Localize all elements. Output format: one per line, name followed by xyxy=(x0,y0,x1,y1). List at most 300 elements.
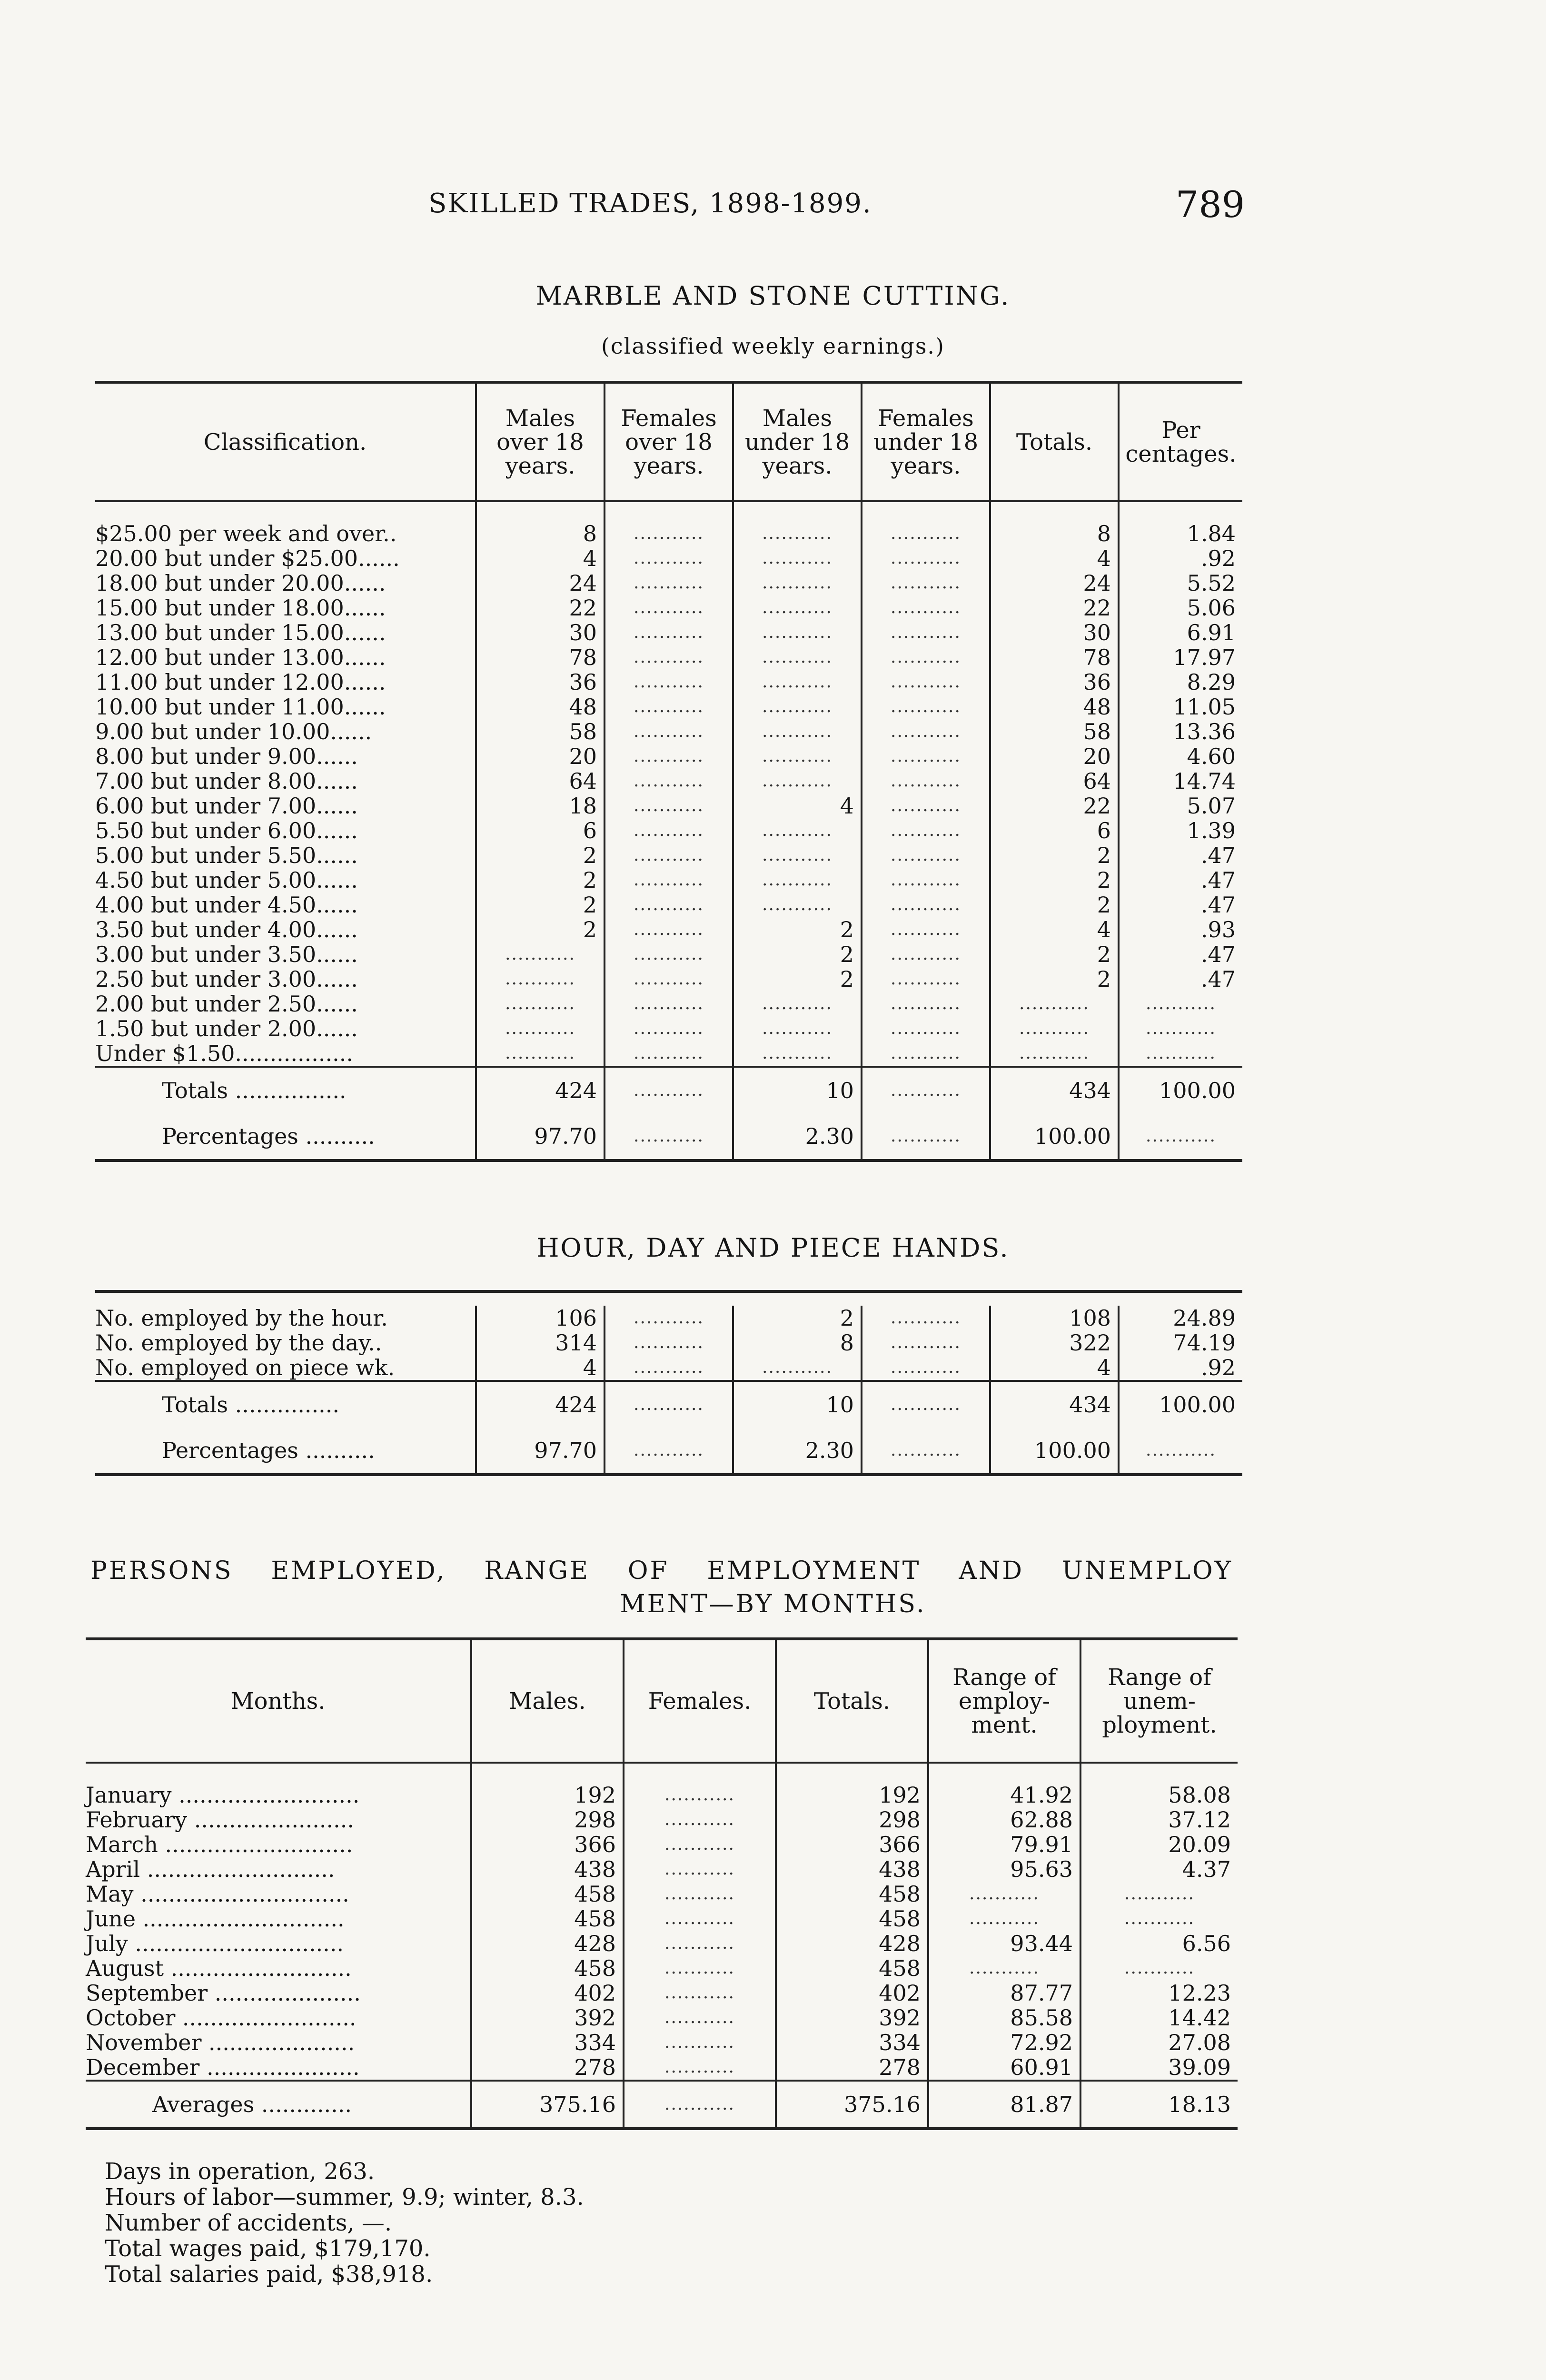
cell-value: 36 xyxy=(990,670,1119,694)
cell-value: ........... xyxy=(862,1041,990,1067)
cell-value: 4 xyxy=(476,546,605,571)
cell-value: 8 xyxy=(476,521,605,546)
row-label: 12.00 but under 13.00...... xyxy=(95,645,386,670)
cell-value: 458 xyxy=(471,1882,624,1906)
row-label: October ......................... xyxy=(86,2005,357,2031)
earnings-row xyxy=(95,1016,1242,1041)
section3-title-line2: MENT—BY MONTHS. xyxy=(620,1590,926,1618)
cell-value: ........... xyxy=(624,1906,776,1931)
row-label: March ........................... xyxy=(86,1832,353,1857)
cell-value: 1.39 xyxy=(1119,818,1242,843)
cell-value: ........... xyxy=(624,2055,776,2081)
cell-value: 8 xyxy=(733,1330,862,1355)
cell-value: ........... xyxy=(605,571,733,595)
cell-value: ........... xyxy=(605,967,733,992)
cell-value: ........... xyxy=(605,645,733,670)
cell-value: 392 xyxy=(776,2005,928,2030)
cell-value: 78 xyxy=(990,645,1119,670)
cell-value: .92 xyxy=(1119,1355,1242,1381)
row-label: No. employed on piece wk. xyxy=(95,1355,395,1380)
cell-value: ........... xyxy=(862,1428,990,1475)
cell-value: 22 xyxy=(476,595,605,620)
cell-value: 428 xyxy=(776,1931,928,1956)
cell-value: 2 xyxy=(990,843,1119,868)
cell-value: 20 xyxy=(476,744,605,769)
cell-value: ........... xyxy=(605,942,733,967)
cell-value: ........... xyxy=(862,769,990,793)
cell-value: ........... xyxy=(862,571,990,595)
row-label: 4.50 but under 5.00...... xyxy=(95,867,358,893)
month-row xyxy=(86,1906,1238,1931)
column-header: Range of employ-ment. xyxy=(928,1639,1080,1763)
cell-value: 64 xyxy=(990,769,1119,793)
earnings-row xyxy=(95,992,1242,1016)
column-header: Males. xyxy=(471,1639,624,1763)
cell-value: 298 xyxy=(471,1807,624,1832)
earnings-row xyxy=(95,670,1242,694)
cell-value: 438 xyxy=(471,1857,624,1882)
cell-value: ........... xyxy=(624,2081,776,2129)
earnings-row xyxy=(95,571,1242,595)
earnings-row xyxy=(95,769,1242,793)
cell-value: 20 xyxy=(990,744,1119,769)
cell-value: 48 xyxy=(476,694,605,719)
cell-value: 278 xyxy=(776,2055,928,2081)
column-header: Months. xyxy=(230,1687,326,1715)
cell-value: 2 xyxy=(733,942,862,967)
row-label: 11.00 but under 12.00...... xyxy=(95,669,386,695)
cell-value: 4 xyxy=(733,793,862,818)
row-label: 13.00 but under 15.00...... xyxy=(95,620,386,645)
cell-value: 334 xyxy=(776,2030,928,2055)
days-in-operation: Days in operation, 263. xyxy=(105,2158,375,2185)
page-number: 789 xyxy=(1176,183,1245,226)
row-label: 5.50 but under 6.00...... xyxy=(95,818,358,843)
earnings-row xyxy=(95,546,1242,571)
cell-value: ........... xyxy=(605,992,733,1016)
cell-value: 6.56 xyxy=(1080,1931,1238,1956)
cell-value: 30 xyxy=(476,620,605,645)
cell-value: 4 xyxy=(990,1355,1119,1381)
cell-value: 4.37 xyxy=(1080,1857,1238,1882)
cell-value: 458 xyxy=(471,1956,624,1981)
cell-value: .47 xyxy=(1119,868,1242,892)
cell-value: ........... xyxy=(990,1041,1119,1067)
cell-value: 106 xyxy=(476,1306,605,1330)
cell-value: 458 xyxy=(776,1956,928,1981)
earnings-row xyxy=(95,942,1242,967)
cell-value: 78 xyxy=(476,645,605,670)
earnings-row xyxy=(95,595,1242,620)
months-header-row xyxy=(86,1639,1238,1763)
cell-value: 2 xyxy=(990,942,1119,967)
column-header: Per centages. xyxy=(1119,382,1242,501)
cell-value: 6.91 xyxy=(1119,620,1242,645)
row-label: November ..................... xyxy=(86,2030,355,2055)
earnings-row xyxy=(95,645,1242,670)
cell-value: ........... xyxy=(862,917,990,942)
cell-value: ........... xyxy=(624,2030,776,2055)
cell-value: ........... xyxy=(476,992,605,1016)
cell-value: ........... xyxy=(733,571,862,595)
column-header: Females over 18 years. xyxy=(605,382,733,501)
cell-value: 402 xyxy=(776,1981,928,2005)
number-of-accidents: Number of accidents, —. xyxy=(105,2210,392,2236)
month-row xyxy=(86,1857,1238,1882)
cell-value: ........... xyxy=(605,1016,733,1041)
column-header: Males over 18 years. xyxy=(476,382,605,501)
cell-value: ........... xyxy=(862,818,990,843)
cell-value: ........... xyxy=(733,843,862,868)
cell-value: 5.52 xyxy=(1119,571,1242,595)
cell-value: ........... xyxy=(605,1067,733,1113)
cell-value: 375.16 xyxy=(471,2081,624,2129)
cell-value: ........... xyxy=(733,1355,862,1381)
cell-value: .47 xyxy=(1119,892,1242,917)
row-label: Percentages .......... xyxy=(162,1123,375,1149)
row-label: No. employed by the hour. xyxy=(95,1305,388,1331)
cell-value: ........... xyxy=(1119,1041,1242,1067)
cell-value: 20.09 xyxy=(1080,1832,1238,1857)
cell-value: 2 xyxy=(990,967,1119,992)
cell-value: ........... xyxy=(605,694,733,719)
earnings-row xyxy=(95,744,1242,769)
month-row xyxy=(86,1931,1238,1956)
total-salaries: Total salaries paid, $38,918. xyxy=(105,2261,433,2288)
earnings-row xyxy=(95,843,1242,868)
cell-value: .92 xyxy=(1119,546,1242,571)
cell-value: 24 xyxy=(476,571,605,595)
cell-value: ........... xyxy=(1119,1113,1242,1160)
cell-value: ........... xyxy=(862,694,990,719)
cell-value: ........... xyxy=(624,1956,776,1981)
row-label: Averages ............. xyxy=(86,2081,471,2129)
cell-value: ........... xyxy=(624,1832,776,1857)
cell-value: 27.08 xyxy=(1080,2030,1238,2055)
cell-value: 314 xyxy=(476,1330,605,1355)
row-label: 2.50 but under 3.00...... xyxy=(95,966,358,992)
cell-value: 298 xyxy=(776,1807,928,1832)
row-label: September ..................... xyxy=(86,1980,361,2006)
cell-value: ........... xyxy=(733,868,862,892)
row-label: Totals ............... xyxy=(95,1381,476,1428)
row-label: January .......................... xyxy=(86,1782,360,1808)
cell-value: 79.91 xyxy=(928,1832,1080,1857)
cell-value: ........... xyxy=(605,1330,733,1355)
cell-value: ........... xyxy=(733,670,862,694)
cell-value: ........... xyxy=(733,620,862,645)
cell-value: 36 xyxy=(476,670,605,694)
cell-value: ........... xyxy=(605,1041,733,1067)
cell-value: 2 xyxy=(733,917,862,942)
earnings-row xyxy=(95,868,1242,892)
row-label: 20.00 but under $25.00...... xyxy=(95,545,400,571)
cell-value: 8.29 xyxy=(1119,670,1242,694)
cell-value: 192 xyxy=(776,1783,928,1807)
cell-value: ........... xyxy=(733,595,862,620)
cell-value: 18.13 xyxy=(1080,2081,1238,2129)
month-row xyxy=(86,1882,1238,1906)
cell-value: 10 xyxy=(733,1067,862,1113)
row-label: 8.00 but under 9.00...... xyxy=(95,744,358,769)
totals-row xyxy=(95,1381,1242,1428)
earnings-row xyxy=(95,719,1242,744)
cell-value: 1.84 xyxy=(1119,521,1242,546)
cell-value: ........... xyxy=(862,1330,990,1355)
row-label: 3.50 but under 4.00...... xyxy=(95,917,358,942)
cell-value: 2 xyxy=(476,917,605,942)
cell-value: ........... xyxy=(862,967,990,992)
section3-title-line1: PERSONS EMPLOYED, RANGE OF EMPLOYMENT AND UNEMPLOY xyxy=(90,1557,1233,1585)
cell-value: ........... xyxy=(733,818,862,843)
column-header: Range of unem-ployment. xyxy=(1080,1639,1238,1763)
cell-value: 2.30 xyxy=(733,1113,862,1160)
cell-value: ........... xyxy=(605,917,733,942)
cell-value: 100.00 xyxy=(1119,1381,1242,1428)
percentages-row xyxy=(95,1428,1242,1475)
cell-value: 458 xyxy=(471,1906,624,1931)
cell-value: ........... xyxy=(1080,1882,1238,1906)
row-label: April ........................... xyxy=(86,1856,335,1882)
earnings-row xyxy=(95,917,1242,942)
cell-value: 458 xyxy=(776,1906,928,1931)
cell-value: .47 xyxy=(1119,967,1242,992)
cell-value: 366 xyxy=(776,1832,928,1857)
cell-value: 6 xyxy=(990,818,1119,843)
cell-value: 100.00 xyxy=(990,1113,1119,1160)
cell-value: ........... xyxy=(862,992,990,1016)
cell-value: ........... xyxy=(733,1041,862,1067)
cell-value: ........... xyxy=(733,992,862,1016)
cell-value: 22 xyxy=(990,595,1119,620)
cell-value: ........... xyxy=(733,645,862,670)
cell-value: 2.30 xyxy=(733,1428,862,1475)
hands-body xyxy=(95,1306,1242,1475)
cell-value: ........... xyxy=(605,892,733,917)
earnings-row xyxy=(95,818,1242,843)
row-label: 7.00 but under 8.00...... xyxy=(95,768,358,794)
cell-value: ........... xyxy=(862,670,990,694)
cell-value: 85.58 xyxy=(928,2005,1080,2030)
cell-value: 192 xyxy=(471,1783,624,1807)
cell-value: ........... xyxy=(928,1882,1080,1906)
cell-value: ........... xyxy=(605,818,733,843)
cell-value: 30 xyxy=(990,620,1119,645)
section2-title: HOUR, DAY AND PIECE HANDS. xyxy=(536,1233,1010,1263)
cell-value: ........... xyxy=(1080,1906,1238,1931)
cell-value: 4 xyxy=(990,917,1119,942)
row-label: 4.00 but under 4.50...... xyxy=(95,892,358,918)
cell-value: 100.00 xyxy=(1119,1067,1242,1113)
earnings-row xyxy=(95,620,1242,645)
row-label: 9.00 but under 10.00...... xyxy=(95,719,372,744)
cell-value: 14.42 xyxy=(1080,2005,1238,2030)
cell-value: 2 xyxy=(990,892,1119,917)
column-header: Totals. xyxy=(990,382,1119,501)
row-label: 2.00 but under 2.50...... xyxy=(95,991,358,1017)
cell-value: .47 xyxy=(1119,942,1242,967)
month-row xyxy=(86,1807,1238,1832)
cell-value: 62.88 xyxy=(928,1807,1080,1832)
cell-value: ........... xyxy=(624,1931,776,1956)
cell-value: ........... xyxy=(862,521,990,546)
column-header: Classification. xyxy=(203,428,367,456)
cell-value: ........... xyxy=(605,1428,733,1475)
row-label: $25.00 per week and over.. xyxy=(95,521,397,546)
cell-value: 24 xyxy=(990,571,1119,595)
cell-value: 6 xyxy=(476,818,605,843)
cell-value: 322 xyxy=(990,1330,1119,1355)
cell-value: 434 xyxy=(990,1067,1119,1113)
cell-value: 2 xyxy=(476,868,605,892)
cell-value: 72.92 xyxy=(928,2030,1080,2055)
row-label: 1.50 but under 2.00...... xyxy=(95,1016,358,1041)
row-label: July .............................. xyxy=(86,1931,344,1956)
cell-value: 458 xyxy=(776,1882,928,1906)
cell-value: ........... xyxy=(624,1882,776,1906)
cell-value: 97.70 xyxy=(476,1428,605,1475)
cell-value: ........... xyxy=(624,1807,776,1832)
percentages-row xyxy=(95,1113,1242,1160)
row-label: Under $1.50................. xyxy=(95,1041,353,1066)
cell-value: .93 xyxy=(1119,917,1242,942)
cell-value: 8 xyxy=(990,521,1119,546)
cell-value: 22 xyxy=(990,793,1119,818)
cell-value: ........... xyxy=(862,645,990,670)
cell-value: ........... xyxy=(862,942,990,967)
cell-value: ........... xyxy=(605,546,733,571)
row-label: 10.00 but under 11.00...... xyxy=(95,694,386,720)
cell-value: ........... xyxy=(605,744,733,769)
cell-value: ........... xyxy=(862,744,990,769)
cell-value: ........... xyxy=(733,546,862,571)
row-label: December ...................... xyxy=(86,2054,360,2080)
column-header: Females under 18 years. xyxy=(862,382,990,501)
cell-value: 64 xyxy=(476,769,605,793)
earnings-body xyxy=(95,501,1242,1160)
months-body xyxy=(86,1763,1238,2129)
footer-notes xyxy=(105,2159,584,2287)
cell-value: 375.16 xyxy=(776,2081,928,2129)
cell-value: 5.06 xyxy=(1119,595,1242,620)
cell-value: 4 xyxy=(990,546,1119,571)
cell-value: 4.60 xyxy=(1119,744,1242,769)
hands-row xyxy=(95,1306,1242,1330)
cell-value: ........... xyxy=(605,843,733,868)
cell-value: 24.89 xyxy=(1119,1306,1242,1330)
hands-table xyxy=(95,1290,1242,1476)
cell-value: 97.70 xyxy=(476,1113,605,1160)
cell-value: 428 xyxy=(471,1931,624,1956)
cell-value: ........... xyxy=(1119,992,1242,1016)
cell-value: ........... xyxy=(1080,1956,1238,1981)
cell-value: 95.63 xyxy=(928,1857,1080,1882)
cell-value: ........... xyxy=(862,843,990,868)
cell-value: 438 xyxy=(776,1857,928,1882)
section1-subtitle: (classified weekly earnings.) xyxy=(601,333,945,359)
column-header: Females. xyxy=(624,1639,776,1763)
earnings-row xyxy=(95,793,1242,818)
cell-value: ........... xyxy=(928,1956,1080,1981)
cell-value: ........... xyxy=(476,1041,605,1067)
cell-value: ........... xyxy=(862,892,990,917)
months-table xyxy=(86,1637,1238,2130)
cell-value: ........... xyxy=(476,942,605,967)
earnings-row xyxy=(95,967,1242,992)
cell-value: ........... xyxy=(862,620,990,645)
section1-title: MARBLE AND STONE CUTTING. xyxy=(535,281,1011,311)
cell-value: ........... xyxy=(1119,1428,1242,1475)
page-title: SKILLED TRADES, 1898-1899. xyxy=(428,188,872,219)
cell-value: 392 xyxy=(471,2005,624,2030)
column-header: Males under 18 years. xyxy=(733,382,862,501)
row-label: February ....................... xyxy=(86,1807,355,1833)
cell-value: ........... xyxy=(862,1306,990,1330)
cell-value: 4 xyxy=(476,1355,605,1381)
cell-value: ........... xyxy=(733,769,862,793)
earnings-row xyxy=(95,892,1242,917)
cell-value: ........... xyxy=(605,868,733,892)
averages-row xyxy=(86,2081,1238,2129)
cell-value: 18 xyxy=(476,793,605,818)
month-row xyxy=(86,1832,1238,1857)
cell-value: 41.92 xyxy=(928,1783,1080,1807)
earnings-header-row xyxy=(95,382,1242,501)
cell-value: ........... xyxy=(862,595,990,620)
cell-value: ........... xyxy=(862,1355,990,1381)
cell-value: ........... xyxy=(605,769,733,793)
cell-value: ........... xyxy=(476,967,605,992)
cell-value: ........... xyxy=(605,719,733,744)
cell-value: 12.23 xyxy=(1080,1981,1238,2005)
row-label: May .............................. xyxy=(86,1881,349,1907)
cell-value: ........... xyxy=(733,521,862,546)
cell-value: 278 xyxy=(471,2055,624,2081)
cell-value: 74.19 xyxy=(1119,1330,1242,1355)
cell-value: ........... xyxy=(605,1306,733,1330)
cell-value: ........... xyxy=(862,793,990,818)
cell-value: ........... xyxy=(605,620,733,645)
cell-value: ........... xyxy=(605,521,733,546)
cell-value: ........... xyxy=(605,595,733,620)
cell-value: ........... xyxy=(862,1113,990,1160)
cell-value: 93.44 xyxy=(928,1931,1080,1956)
cell-value: ........... xyxy=(928,1906,1080,1931)
cell-value: 434 xyxy=(990,1381,1119,1428)
cell-value: .47 xyxy=(1119,843,1242,868)
cell-value: ........... xyxy=(1119,1016,1242,1041)
row-label: Percentages .......... xyxy=(162,1438,375,1463)
cell-value: ........... xyxy=(605,1355,733,1381)
row-label: 3.00 but under 3.50...... xyxy=(95,942,358,967)
month-row xyxy=(86,2030,1238,2055)
cell-value: ........... xyxy=(862,719,990,744)
month-row xyxy=(86,2055,1238,2081)
hands-row xyxy=(95,1355,1242,1381)
cell-value: ........... xyxy=(733,1016,862,1041)
row-label: Totals ................ xyxy=(95,1067,476,1113)
column-header: Totals. xyxy=(776,1639,928,1763)
cell-value: ........... xyxy=(605,1381,733,1428)
row-label: No. employed by the day.. xyxy=(95,1330,382,1356)
cell-value: 13.36 xyxy=(1119,719,1242,744)
cell-value: 2 xyxy=(476,892,605,917)
total-wages: Total wages paid, $179,170. xyxy=(105,2235,431,2262)
cell-value: ........... xyxy=(733,744,862,769)
cell-value: 2 xyxy=(990,868,1119,892)
cell-value: 81.87 xyxy=(928,2081,1080,2129)
cell-value: ........... xyxy=(605,670,733,694)
